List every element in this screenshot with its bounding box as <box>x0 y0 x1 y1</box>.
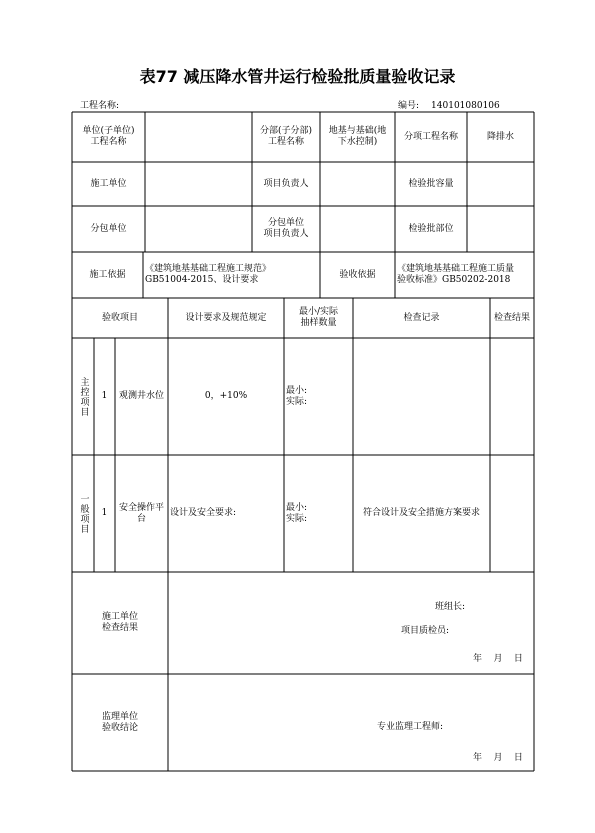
general-item-result[interactable] <box>490 455 534 572</box>
main-item-sample: 最小: 实际: <box>286 385 308 407</box>
project-manager-label: 项目负责人 <box>263 178 309 189</box>
subcontractor-manager-label: 分包单位 项目负责人 <box>263 218 309 239</box>
batch-location-label: 检验批部位 <box>408 223 454 234</box>
main-item-record[interactable] <box>353 338 490 455</box>
subitem-value: 降排水 <box>486 131 514 142</box>
acceptance-basis-label: 验收依据 <box>339 269 376 280</box>
contractor-date: 年 月 日 <box>473 653 523 664</box>
column-header-design: 设计要求及规范规定 <box>185 312 267 323</box>
supervisor-check-label: 监理单位 验收结论 <box>101 711 138 733</box>
number-value: 140101080106 <box>431 101 500 111</box>
subcontractor-manager-value[interactable] <box>320 206 395 252</box>
main-group-label <box>72 338 94 455</box>
subcontractor-label: 分包单位 <box>90 223 127 234</box>
number-label: 编号: <box>398 101 420 111</box>
general-item-design: 设计及安全要求: <box>170 508 237 518</box>
acceptance-basis-value: 《建筑地基基础工程施工质量 验收标准》GB50202-2018 <box>397 264 515 285</box>
contractor-value[interactable] <box>145 162 252 206</box>
subitem-label: 分项工程名称 <box>403 131 458 142</box>
contractor-label: 施工单位 <box>90 178 127 189</box>
subcontractor-value[interactable] <box>145 206 252 252</box>
column-header-result: 检查结果 <box>493 312 530 323</box>
main-group-label-text: 主控项目 <box>78 376 89 417</box>
batch-capacity-label: 检验批容量 <box>408 178 454 189</box>
general-item-name: 安全操作平 台 <box>118 502 164 524</box>
construction-basis-label: 施工依据 <box>89 269 126 280</box>
general-item-record: 符合设计及安全措施方案要求 <box>362 508 480 518</box>
batch-capacity-value[interactable] <box>467 162 534 206</box>
general-item-sample: 最小: 实际: <box>286 502 308 524</box>
main-item-design: 0，+10% <box>204 391 248 401</box>
subdivision-value: 地基与基础(地 下水控制) <box>328 126 387 147</box>
column-header-item: 验收项目 <box>101 312 138 323</box>
subdivision-label: 分部(子分部) 工程名称 <box>259 126 313 147</box>
main-item-no: 1 <box>101 391 108 401</box>
supervision-engineer-label: 专业监理工程师: <box>376 721 444 732</box>
contractor-check-label: 施工单位 检查结果 <box>101 612 138 633</box>
main-item-name: 观测井水位 <box>118 391 164 401</box>
project-name-label: 工程名称: <box>80 101 120 111</box>
quality-inspector-label: 项目质检员: <box>400 625 450 636</box>
general-group-label-text: 一般项目 <box>78 493 89 534</box>
construction-basis-value: 《建筑地基基础工程施工规范》 GB51004-2015、设计要求 <box>145 264 272 285</box>
general-item-no: 1 <box>101 508 108 518</box>
team-leader-label: 班组长: <box>434 601 466 612</box>
project-manager-value[interactable] <box>320 162 395 206</box>
supervisor-date: 年 月 日 <box>473 752 523 763</box>
unit-project-value[interactable] <box>145 112 252 162</box>
unit-project-label: 单位(子单位) 工程名称 <box>82 126 135 147</box>
page-title: 表77 减压降水管井运行检验批质量验收记录 <box>139 67 456 86</box>
main-item-result[interactable] <box>490 338 534 455</box>
column-header-sample: 最小/实际 抽样数量 <box>298 307 339 328</box>
batch-location-value[interactable] <box>467 206 534 252</box>
column-header-record: 检查记录 <box>403 312 440 323</box>
general-group-label <box>72 455 94 572</box>
